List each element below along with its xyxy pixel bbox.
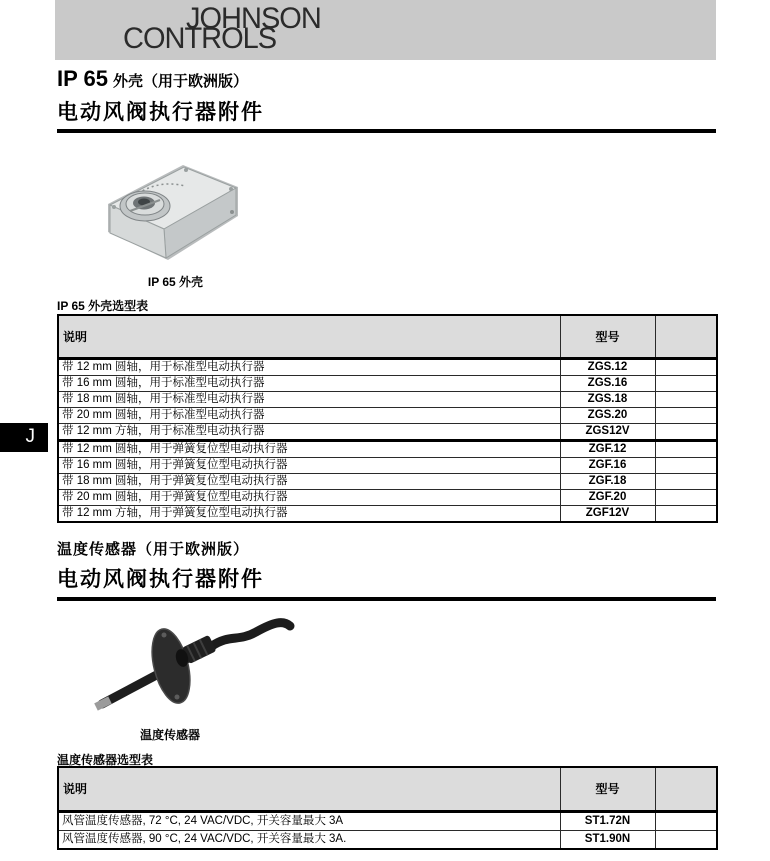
table-row — [58, 358, 717, 375]
row-description: 带 16 mm 圆轴，用于弹簧复位型电动执行器 — [58, 457, 560, 473]
row-description: 带 20 mm 圆轴，用于标准型电动执行器 — [58, 407, 560, 423]
table-row — [58, 489, 717, 505]
section2-table-title: 温度传感器选型表 — [57, 753, 154, 767]
row-model: ZGS.16 — [560, 375, 655, 391]
row-description: 带 16 mm 圆轴，用于标准型电动执行器 — [58, 375, 560, 391]
row-model: ZGS.18 — [560, 391, 655, 407]
section1-subtitle-cjk: 外壳（用于欧洲版） — [112, 73, 248, 90]
section2-divider — [57, 597, 716, 601]
section1-subtitle — [57, 66, 248, 92]
row-model: ZGF.16 — [560, 457, 655, 473]
table-row — [58, 811, 717, 830]
temperature-sensor-image — [78, 610, 300, 718]
row-empty — [655, 830, 717, 849]
row-description: 带 12 mm 方轴，用于弹簧复位型电动执行器 — [58, 505, 560, 522]
row-empty — [655, 358, 717, 375]
table-row — [58, 391, 717, 407]
section2-table — [57, 766, 718, 850]
row-empty — [655, 457, 717, 473]
row-empty — [655, 407, 717, 423]
table-row — [58, 505, 717, 522]
row-description: 带 18 mm 圆轴，用于弹簧复位型电动执行器 — [58, 473, 560, 489]
table-row — [58, 473, 717, 489]
table-row — [58, 440, 717, 457]
logo-line1: JOHNSON — [186, 2, 321, 36]
row-empty — [655, 489, 717, 505]
row-description: 风管温度传感器, 72 °C, 24 VAC/VDC, 开关容量最大 3A — [58, 811, 560, 830]
section1-image-caption: IP 65 外壳 — [147, 275, 204, 289]
row-empty — [655, 375, 717, 391]
row-empty — [655, 811, 717, 830]
ip65-enclosure-image — [100, 156, 245, 266]
johnson-controls-logo — [123, 2, 321, 56]
section2-image-caption: 温度传感器 — [139, 728, 200, 742]
row-empty — [655, 473, 717, 489]
table-row — [58, 423, 717, 440]
section1-divider — [57, 129, 716, 133]
page-index-tab: J — [0, 423, 48, 452]
row-description: 带 18 mm 圆轴，用于标准型电动执行器 — [58, 391, 560, 407]
row-model: ZGF12V — [560, 505, 655, 522]
column-header-empty — [655, 767, 717, 811]
row-empty — [655, 423, 717, 440]
row-description: 风管温度传感器, 90 °C, 24 VAC/VDC, 开关容量最大 3A. — [58, 830, 560, 849]
table-row — [58, 830, 717, 849]
row-model: ZGS12V — [560, 423, 655, 440]
row-description: 带 12 mm 方轴，用于标准型电动执行器 — [58, 423, 560, 440]
section2-subtitle: 温度传感器（用于欧洲版） — [57, 541, 250, 558]
row-model: ZGF.20 — [560, 489, 655, 505]
column-header-description: 说明 — [58, 315, 560, 358]
table-row — [58, 457, 717, 473]
section1-table-title: IP 65 外壳选型表 — [57, 299, 149, 313]
row-model: ZGF.18 — [560, 473, 655, 489]
row-empty — [655, 440, 717, 457]
row-description: 带 12 mm 圆轴，用于弹簧复位型电动执行器 — [58, 440, 560, 457]
column-header-description: 说明 — [58, 767, 560, 811]
section1-subtitle-latin: IP 65 — [57, 66, 108, 91]
row-model: ZGF.12 — [560, 440, 655, 457]
row-model: ZGS.12 — [560, 358, 655, 375]
row-empty — [655, 505, 717, 522]
table-row — [58, 407, 717, 423]
logo-line2: CONTROLS — [123, 22, 277, 56]
row-description: 带 12 mm 圆轴，用于标准型电动执行器 — [58, 358, 560, 375]
table-row — [58, 375, 717, 391]
table-header-row — [58, 315, 717, 358]
logo-bar — [55, 0, 716, 60]
table-header-row — [58, 767, 717, 811]
row-description: 带 20 mm 圆轴，用于弹簧复位型电动执行器 — [58, 489, 560, 505]
row-model: ZGS.20 — [560, 407, 655, 423]
section1-title: 电动风阀执行器附件 — [57, 101, 264, 124]
row-empty — [655, 391, 717, 407]
column-header-model: 型号 — [560, 315, 655, 358]
column-header-model: 型号 — [560, 767, 655, 811]
row-model: ST1.72N — [560, 811, 655, 830]
section1-table — [57, 314, 718, 523]
column-header-empty — [655, 315, 717, 358]
section2-title: 电动风阀执行器附件 — [57, 568, 264, 591]
row-model: ST1.90N — [560, 830, 655, 849]
